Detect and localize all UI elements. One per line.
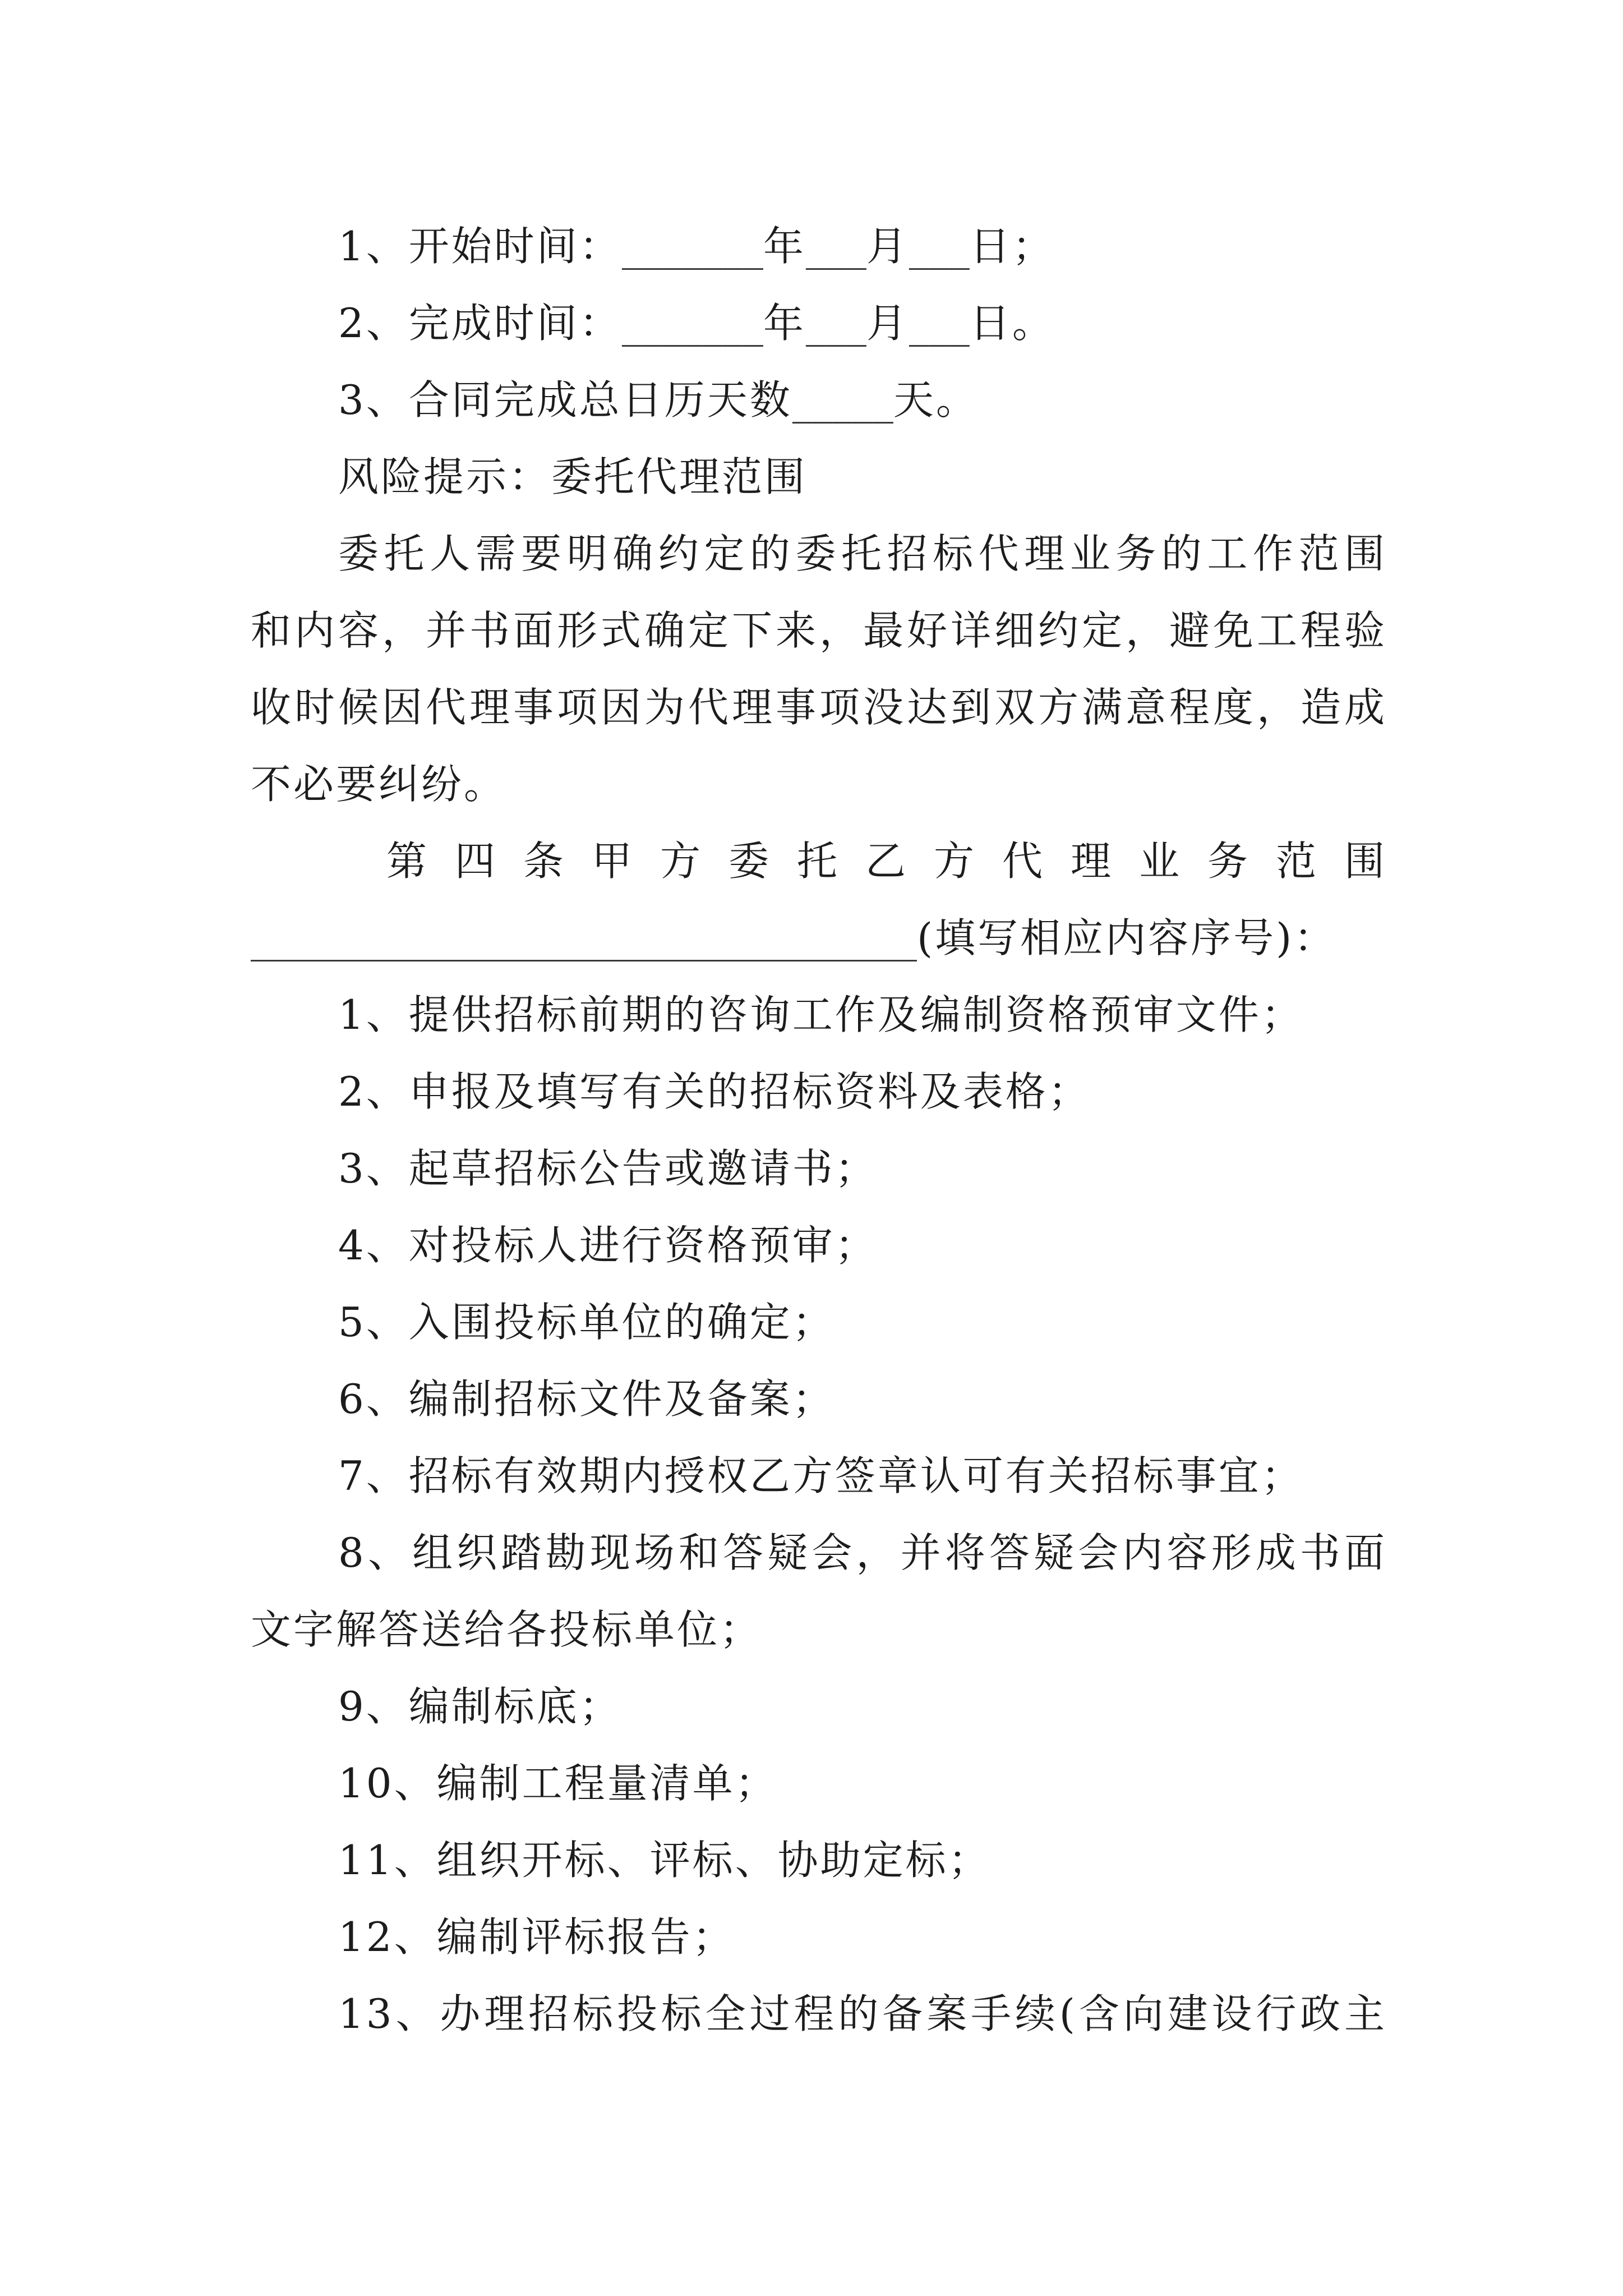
start-time-line: [251, 208, 1387, 285]
finish-day-blank: ___: [909, 300, 970, 347]
scope-item-3: 3、起草招标公告或邀请书；: [338, 1145, 878, 1192]
finish-year-blank: _______: [621, 300, 763, 347]
scope-item-8: 8、组织踏勘现场和答疑会，并将答疑会内容形成书面: [338, 1529, 1387, 1576]
total-days-blank: _____: [792, 376, 893, 424]
start-year-blank: _______: [621, 223, 763, 270]
scope-instruction: (填写相应内容序号)：: [917, 914, 1337, 961]
total-days-label: 3、合同完成总日历天数: [338, 376, 792, 424]
scope-item-12: 12、编制评标报告；: [338, 1913, 735, 1961]
scope-blank: _________________________________: [251, 914, 917, 961]
start-time-label: 1、开始时间：: [338, 223, 622, 270]
total-days-unit: 天。: [893, 376, 979, 424]
start-month-blank: ___: [805, 223, 866, 270]
finish-year-unit: 年: [763, 300, 806, 347]
document-page: [251, 208, 1387, 2053]
scope-item-8-continued: 文字解答送给各投标单位；: [251, 1606, 763, 1653]
scope-item-6: 6、编制招标文件及备案；: [338, 1375, 835, 1423]
risk-tip-text-line: 不必要纠纷。: [251, 761, 507, 808]
scope-item-2: 2、申报及填写有关的招标资料及表格；: [338, 1068, 1091, 1115]
scope-item-9: 9、编制标底；: [338, 1683, 622, 1730]
start-year-unit: 年: [763, 223, 806, 270]
start-month-unit: 月: [866, 223, 909, 270]
article-4-scope-line: [251, 900, 1387, 977]
finish-time-line: [251, 285, 1387, 362]
scope-item-11: 11、组织开标、评标、协助定标；: [338, 1837, 991, 1884]
risk-tip-text-line: 收时候因代理事项因为代理事项没达到双方满意程度，造成: [251, 684, 1387, 731]
start-day-blank: ___: [909, 223, 970, 270]
scope-item-7: 7、招标有效期内授权乙方签章认可有关招标事宜；: [338, 1452, 1304, 1499]
risk-tip-text-line: 委托人需要明确约定的委托招标代理业务的工作范围: [338, 530, 1387, 577]
risk-tip-heading: 风险提示：委托代理范围: [338, 453, 808, 500]
scope-item-1: 1、提供招标前期的咨询工作及编制资格预审文件；: [338, 991, 1304, 1038]
scope-item-5: 5、入围投标单位的确定；: [338, 1299, 835, 1346]
total-days-line: [251, 362, 1387, 439]
finish-month-blank: ___: [805, 300, 866, 347]
finish-time-label: 2、完成时间：: [338, 300, 622, 347]
scope-item-4: 4、对投标人进行资格预审；: [338, 1222, 878, 1269]
finish-day-unit: 日。: [969, 300, 1055, 347]
article-4-title: 第四条甲方委托乙方代理业务范围: [386, 838, 1387, 885]
risk-tip-text-line: 和内容，并书面形式确定下来，最好详细约定，避免工程验: [251, 607, 1387, 654]
start-day-unit: 日；: [969, 223, 1055, 270]
scope-item-13: 13、办理招标投标全过程的备案手续(含向建设行政主: [338, 1990, 1387, 2037]
finish-month-unit: 月: [866, 300, 909, 347]
scope-item-10: 10、编制工程量清单；: [338, 1760, 778, 1807]
